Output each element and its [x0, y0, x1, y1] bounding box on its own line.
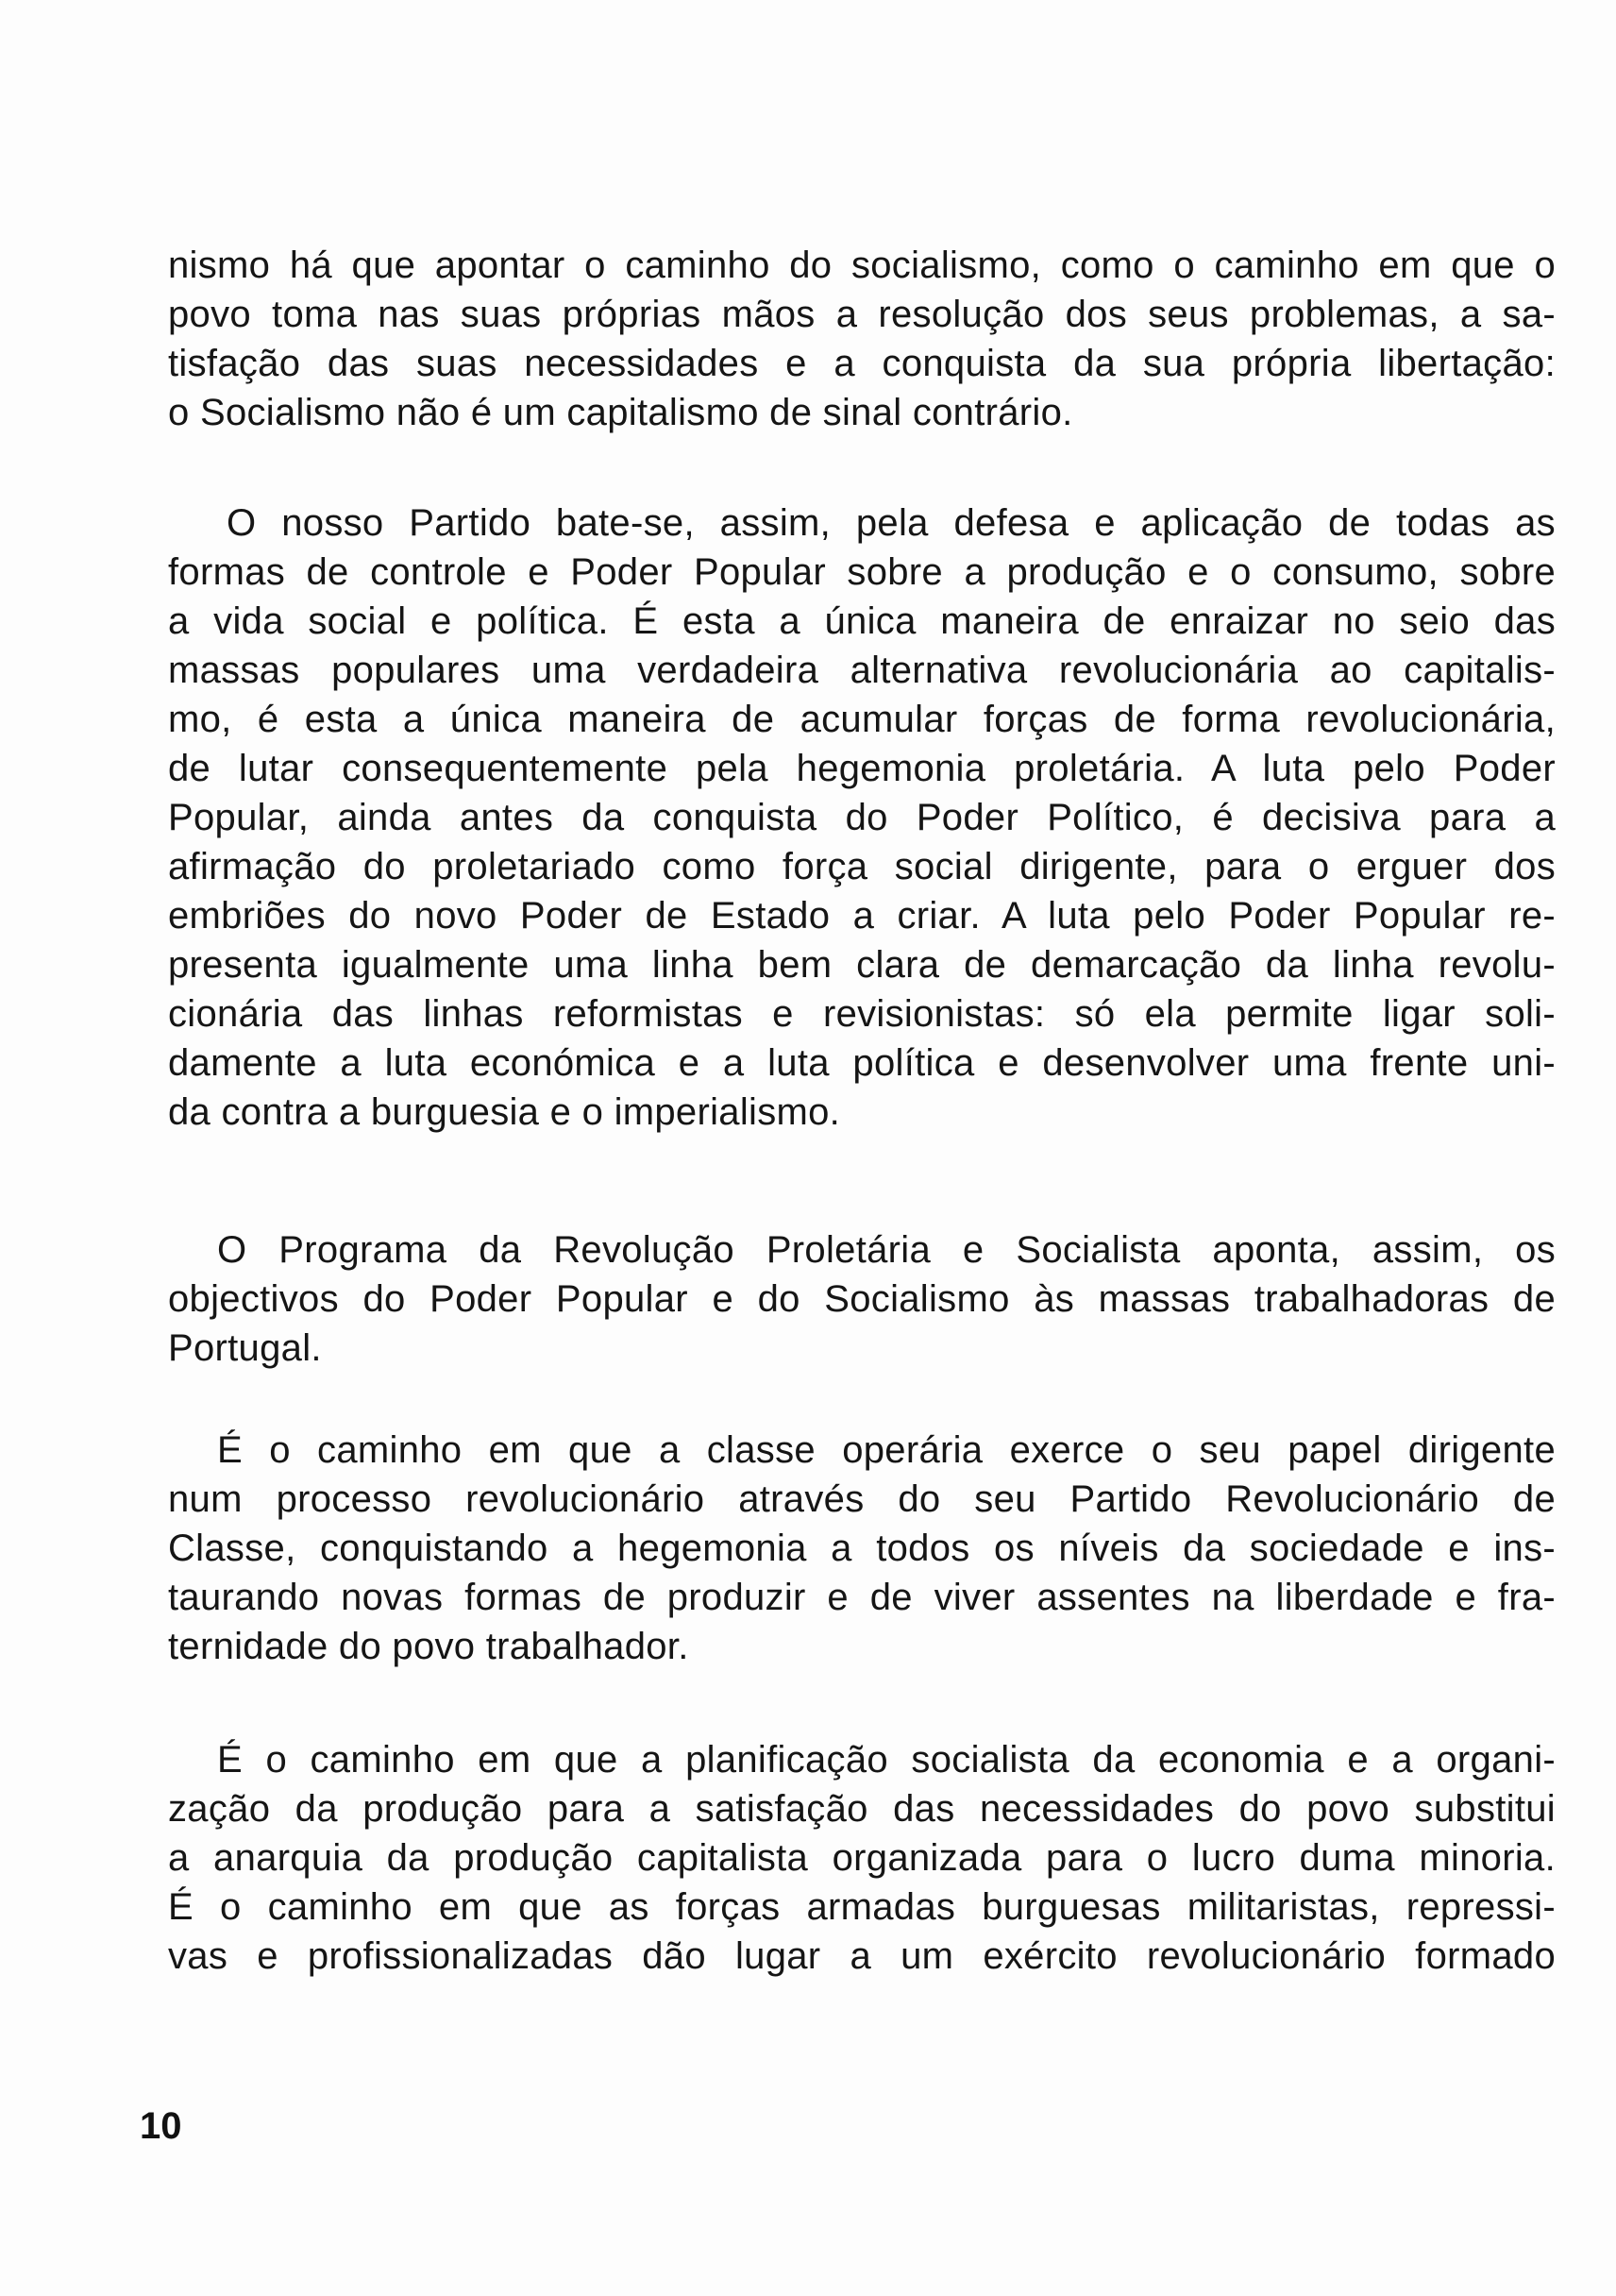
text-line: cionária das linhas reformistas e revisionistas: só ela permite ligar soli- — [168, 993, 1556, 1035]
text-line: É o caminho em que a classe operária exerce o seu papel dirigente — [217, 1429, 1556, 1471]
page-number: 10 — [140, 2105, 182, 2147]
text-line: povo toma nas suas próprias mãos a resolução dos seus problemas, a sa- — [168, 294, 1556, 335]
paragraph-3 — [168, 1225, 1556, 1373]
text-line: da contra a burguesia e o imperialismo. — [168, 1091, 841, 1133]
paragraph-4 — [168, 1426, 1556, 1671]
text-line: num processo revolucionário através do seu Partido Revolucionário de — [168, 1478, 1556, 1520]
text-line: É o caminho em que as forças armadas burguesas militaristas, repressi- — [168, 1886, 1556, 1928]
text-line: o Socialismo não é um capitalismo de sinal contrário. — [168, 392, 1073, 433]
text-line: objectivos do Poder Popular e do Socialismo às massas trabalhadoras de — [168, 1278, 1556, 1320]
text-line: Portugal. — [168, 1327, 322, 1369]
text-line: taurando novas formas de produzir e de viver assentes na liberdade e fra- — [168, 1577, 1556, 1618]
text-line: formas de controle e Poder Popular sobre a produção e o consumo, sobre — [168, 551, 1556, 593]
text-line: a vida social e política. É esta a única maneira de enraizar no seio das — [168, 600, 1556, 642]
text-line: É o caminho em que a planificação socialista da economia e a organi- — [217, 1739, 1556, 1781]
text-line: mo, é esta a única maneira de acumular forças de forma revolucionária, — [168, 699, 1556, 740]
text-line: embriões do novo Poder de Estado a criar. A luta pelo Poder Popular re- — [168, 895, 1556, 937]
text-line: vas e profissionalizadas dão lugar a um exército revolucionário formado — [168, 1935, 1556, 1977]
text-line: afirmação do proletariado como força social dirigente, para o erguer dos — [168, 846, 1556, 887]
paragraph-2 — [168, 498, 1556, 1137]
text-line: damente a luta económica e a luta política e desenvolver uma frente uni- — [168, 1042, 1556, 1084]
text-line: zação da produção para a satisfação das necessidades do povo substitui — [168, 1788, 1556, 1830]
paragraph-1 — [168, 241, 1556, 437]
text-line: ternidade do povo trabalhador. — [168, 1626, 689, 1667]
text-line: presenta igualmente uma linha bem clara de demarcação da linha revolu- — [168, 944, 1556, 986]
text-line: Popular, ainda antes da conquista do Poder Político, é decisiva para a — [168, 797, 1556, 838]
text-line: O nosso Partido bate-se, assim, pela defesa e aplicação de todas as — [227, 502, 1556, 544]
text-line: tisfação das suas necessidades e a conquista da sua própria libertação: — [168, 343, 1556, 384]
paragraph-5 — [168, 1735, 1556, 1981]
text-line: O Programa da Revolução Proletária e Socialista aponta, assim, os — [217, 1229, 1556, 1271]
text-line: massas populares uma verdadeira alternativa revolucionária ao capitalis- — [168, 650, 1556, 691]
text-line: de lutar consequentemente pela hegemonia proletária. A luta pelo Poder — [168, 748, 1556, 789]
text-line: nismo há que apontar o caminho do socialismo, como o caminho em que o — [168, 245, 1556, 286]
text-line: a anarquia da produção capitalista organizada para o lucro duma minoria. — [168, 1837, 1556, 1879]
text-line: Classe, conquistando a hegemonia a todos os níveis da sociedade e ins- — [168, 1528, 1556, 1569]
